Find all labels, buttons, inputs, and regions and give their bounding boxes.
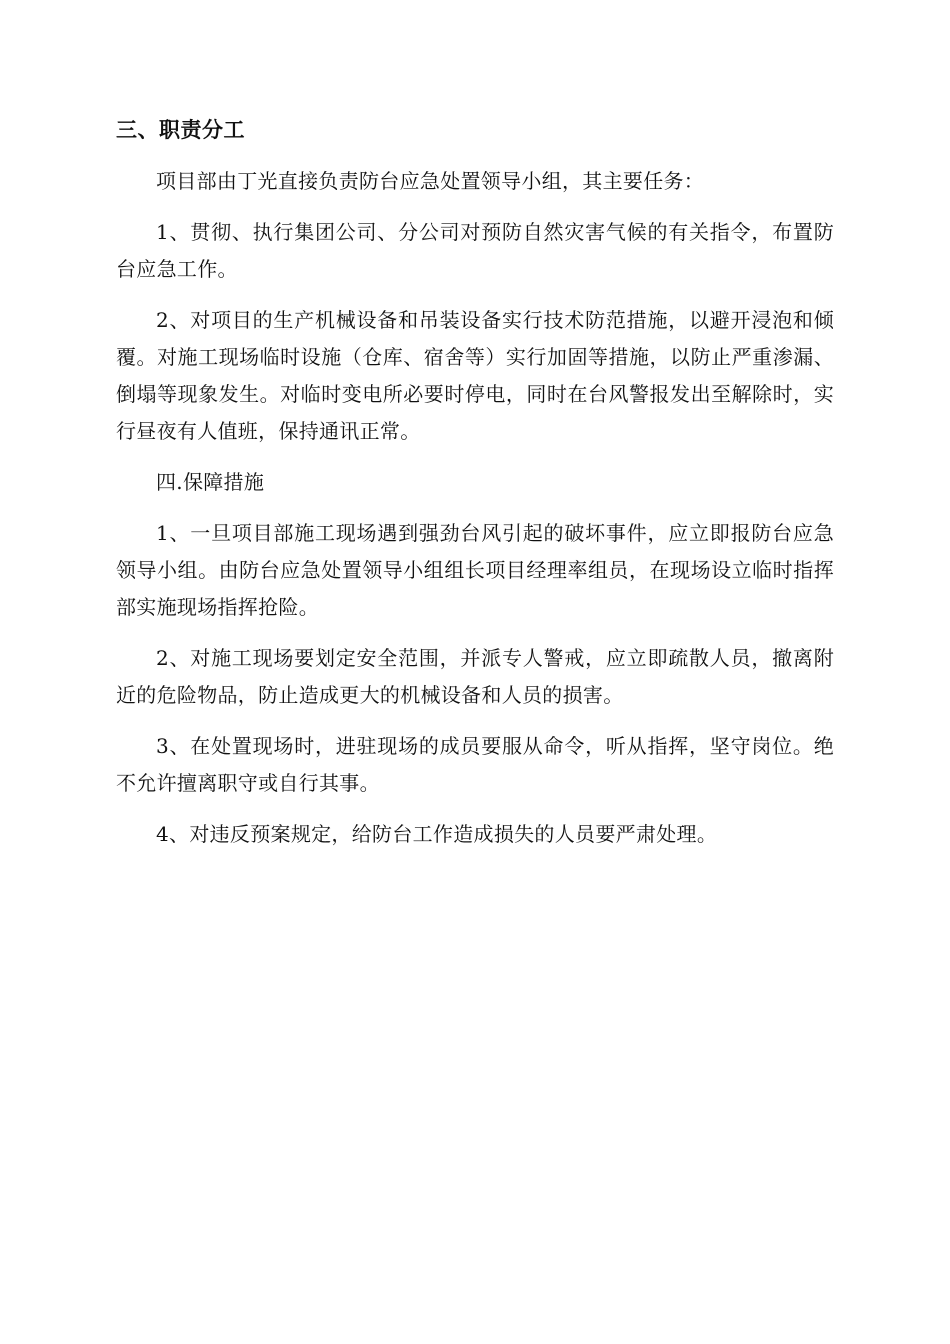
section-heading-responsibilities: 三、职责分工 xyxy=(116,118,245,142)
section-heading-safeguards: 四.保障措施 xyxy=(156,470,265,494)
safeguard-item-2: 2、对施工现场要划定安全范围，并派专人警戒，应立即疏散人员，撤离附近的危险物品，防止造成更大的机械设备和人员的损害。 xyxy=(116,646,834,707)
document-body xyxy=(116,112,834,867)
responsibility-item-1: 1、贯彻、执行集团公司、分公司对预防自然灾害气候的有关指令，布置防台应急工作。 xyxy=(116,220,834,281)
safeguard-item-4: 4、对违反预案规定，给防台工作造成损失的人员要严肃处理。 xyxy=(156,822,718,846)
safeguard-item-3: 3、在处置现场时，进驻现场的成员要服从命令，听从指挥，坚守岗位。绝不允许擅离职守或自行其事。 xyxy=(116,734,834,795)
section-intro-paragraph: 项目部由丁光直接负责防台应急处置领导小组，其主要任务： xyxy=(156,169,705,193)
safeguard-item-1: 1、一旦项目部施工现场遇到强劲台风引起的破坏事件，应立即报防台应急领导小组。由防台应急处置领导小组组长项目经理率组员，在现场设立临时指挥部实施现场指挥抢险。 xyxy=(116,521,834,619)
responsibility-item-2: 2、对项目的生产机械设备和吊装设备实行技术防范措施，以避开浸泡和倾覆。对施工现场临时设施（仓库、宿舍等）实行加固等措施，以防止严重渗漏、倒塌等现象发生。对临时变电所必要时停电，同时在台风警报发出至解除时，实行昼夜有人值班，保持通讯正常。 xyxy=(116,308,834,443)
